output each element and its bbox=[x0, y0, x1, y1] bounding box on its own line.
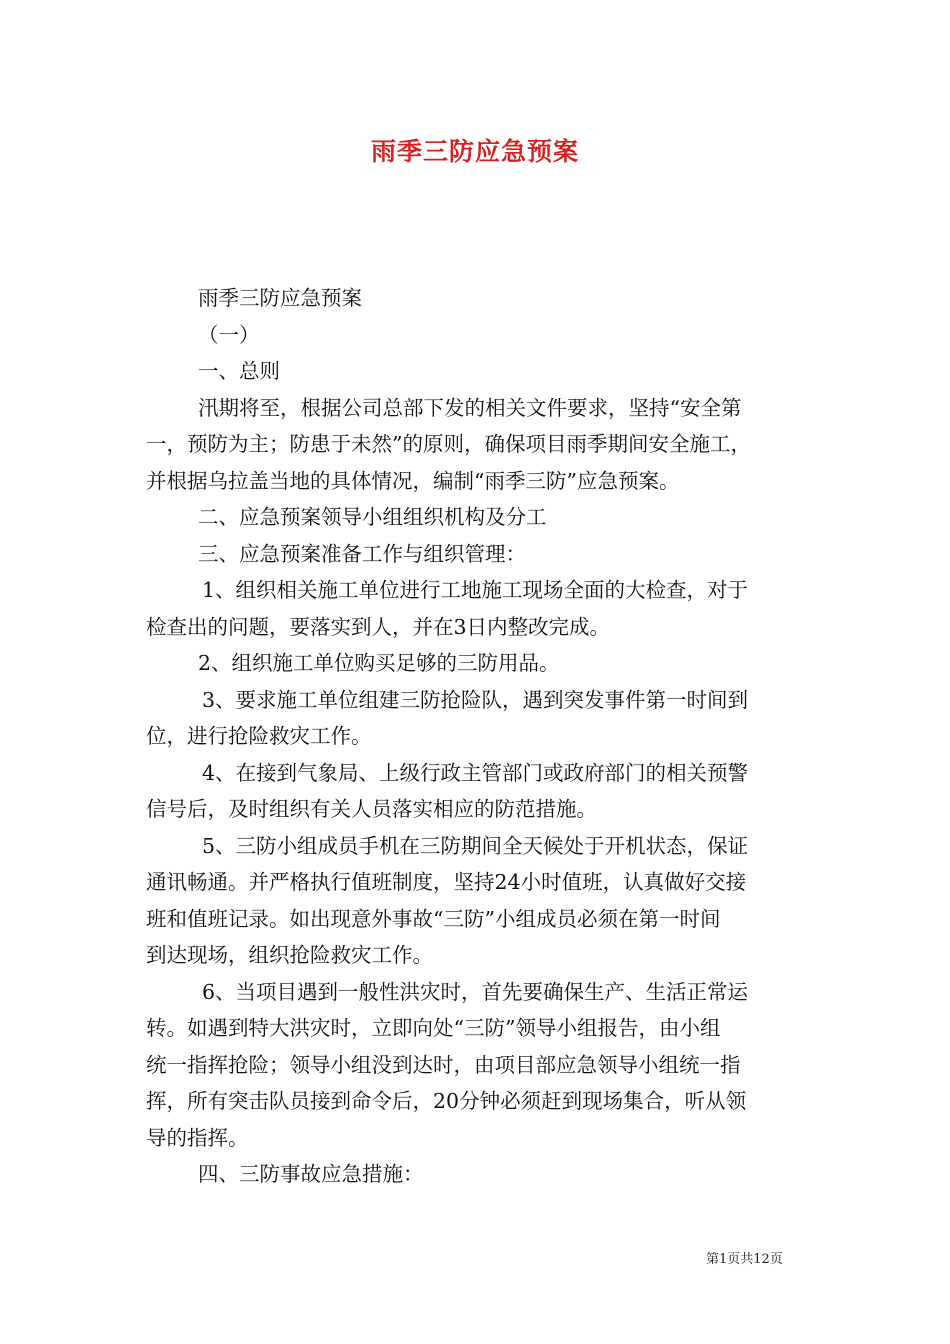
body-line: 挥，所有突击队员接到命令后，20分钟必须赶到现场集合，听从领 bbox=[146, 1089, 747, 1113]
document-title: 雨季三防应急预案 bbox=[370, 137, 579, 166]
body-line: 1、组织相关施工单位进行工地施工现场全面的大检查，对于 bbox=[202, 578, 749, 602]
body-line: 检查出的问题，要落实到人，并在3日内整改完成。 bbox=[146, 614, 611, 639]
body-line: 四、三防事故应急措施： bbox=[198, 1162, 424, 1186]
body-line: 二、应急预案领导小组组织机构及分工 bbox=[198, 505, 547, 529]
body-line: （一） bbox=[198, 322, 260, 347]
body-line: 4、在接到气象局、上级行政主管部门或政府部门的相关预警 bbox=[202, 760, 749, 785]
body-line: 一，预防为主；防患于未然”的原则，确保项目雨季期间安全施工， bbox=[146, 432, 751, 456]
body-line: 雨季三防应急预案 bbox=[198, 286, 362, 310]
body-line: 位，进行抢险救灾工作。 bbox=[146, 724, 372, 748]
body-line: 通讯畅通。并严格执行值班制度，坚持24小时值班，认真做好交接 bbox=[146, 870, 747, 894]
body-line: 3、要求施工单位组建三防抢险队，遇到突发事件第一时间到 bbox=[202, 687, 749, 712]
page-number: 第1页共12页 bbox=[706, 1252, 783, 1267]
body-line: 5、三防小组成员手机在三防期间全天候处于开机状态，保证 bbox=[202, 833, 749, 858]
body-line: 三、应急预案准备工作与组织管理： bbox=[198, 541, 526, 566]
body-line: 一、总则 bbox=[198, 359, 280, 383]
body-line: 班和值班记录。如出现意外事故“三防”小组成员必须在第一时间 bbox=[146, 906, 721, 931]
body-line: 转。如遇到特大洪灾时，立即向处“三防”领导小组报告，由小组 bbox=[146, 1016, 721, 1040]
body-line: 导的指挥。 bbox=[146, 1125, 249, 1150]
body-line: 到达现场，组织抢险救灾工作。 bbox=[146, 943, 433, 967]
document-body bbox=[146, 280, 810, 1193]
body-line: 6、当项目遇到一般性洪灾时，首先要确保生产、生活正常运 bbox=[202, 979, 749, 1004]
body-line: 汛期将至，根据公司总部下发的相关文件要求，坚持“安全第 bbox=[198, 395, 742, 420]
body-line: 信号后，及时组织有关人员落实相应的防范措施。 bbox=[146, 797, 597, 821]
body-line: 2、组织施工单位购买足够的三防用品。 bbox=[198, 651, 560, 675]
body-line: 统一指挥抢险；领导小组没到达时，由项目部应急领导小组统一指 bbox=[146, 1052, 741, 1077]
body-line: 并根据乌拉盖当地的具体情况，编制“雨季三防”应急预案。 bbox=[146, 468, 680, 493]
